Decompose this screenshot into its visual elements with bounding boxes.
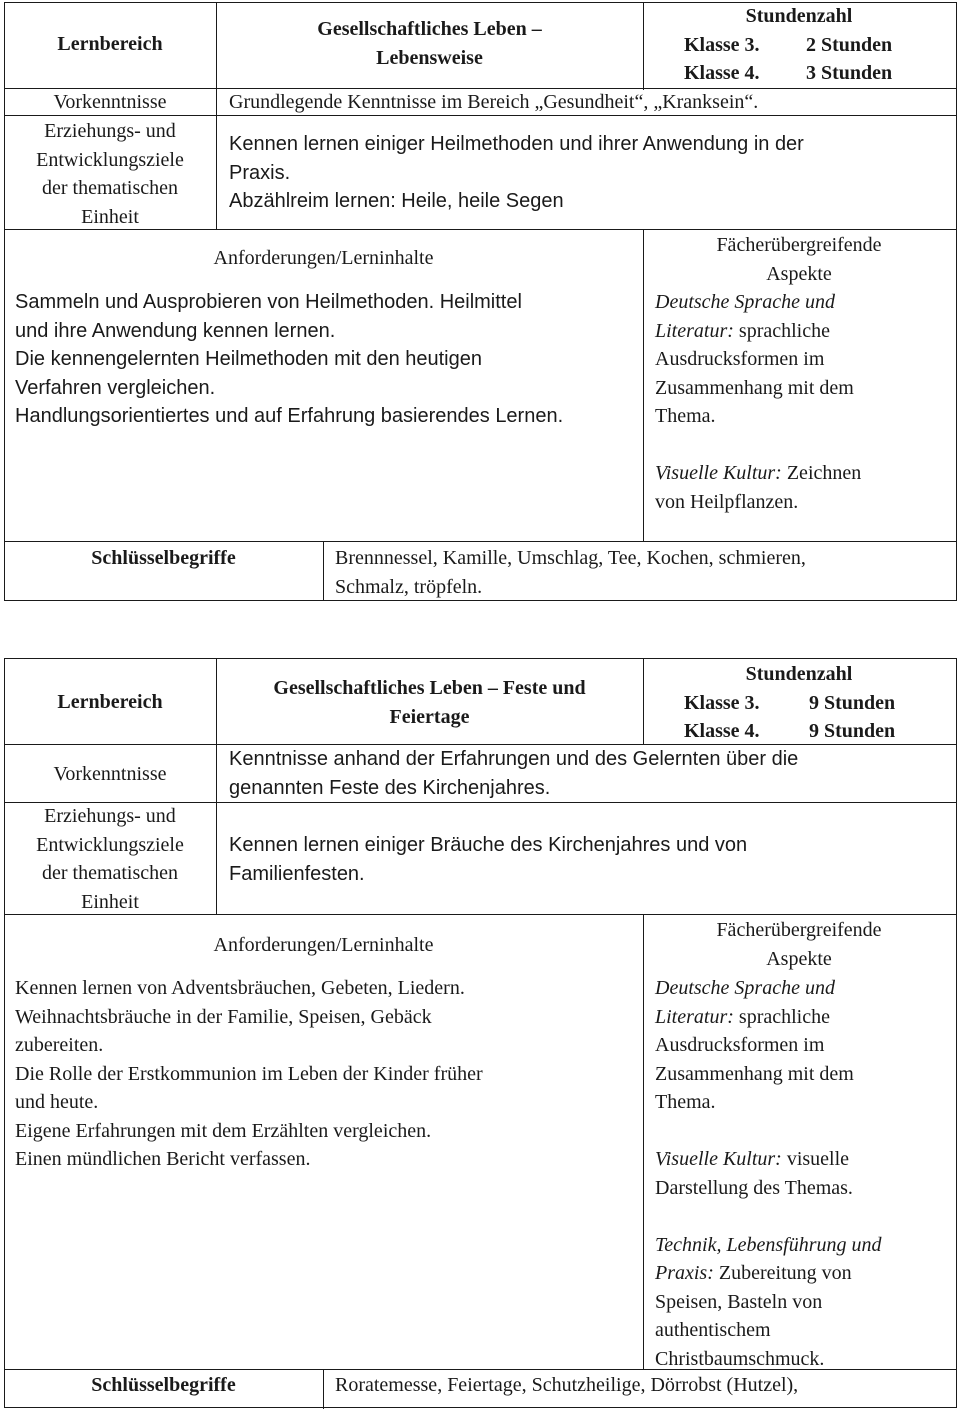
- ziele-label: Erziehungs- und Entwicklungsziele der thematischen Einheit: [36, 120, 184, 228]
- unit2-divider-schluessel: [323, 1369, 324, 1409]
- faecher-text: Deutsche Sprache und Literatur: sprachliche Ausdrucksformen im Zusammenhang mit dem Thema. Visuelle Kultur: visuelle Darstellung des Themas. Technik, Lebensführung und Praxis: Zubereitung von Speisen, Basteln von authentischem Christbaumschmuck.: [655, 977, 882, 1370]
- lernbereich-label: Lernbereich: [57, 33, 163, 55]
- unit-title: Gesellschaftliches Leben – Feste und Feiertage: [273, 677, 586, 728]
- ziele-text: Kennen lernen einiger Heilmethoden und ihrer Anwendung in der Praxis. Abzählreim lernen: Heile, heile Segen: [229, 133, 804, 212]
- schluessel-label: Schlüsselbegriffe: [91, 547, 236, 569]
- anforderungen-text: Kennen lernen von Adventsbräuchen, Gebeten, Liedern. Weihnachtsbräuche in der Familie, Speisen, Gebäck zubereiten. Die Rolle der Erstkommunion im Leben der Kinder früher und heute. Eigene Erfahrungen mit dem Erzählten vergleichen. Einen mündlichen Bericht verfassen.: [15, 977, 483, 1170]
- anforderungen-label: Anforderungen/Lerninhalte: [213, 934, 434, 956]
- anforderungen-text: Sammeln und Ausprobieren von Heilmethoden. Heilmittel und ihre Anwendung kennen lernen. Die kennengelernten Heilmethoden mit den heutigen Verfahren vergleichen. Handlungsorientiertes und auf Erfahrung basierendes Lernen.: [15, 291, 564, 427]
- faecher-text: Deutsche Sprache und Literatur: sprachliche Ausdrucksformen im Zusammenhang mit dem Thema. Visuelle Kultur: Zeichnen von Heilpflanzen.: [655, 291, 862, 513]
- unit2-divider-faecher: [643, 914, 644, 1370]
- anforderungen-label: Anforderungen/Lerninhalte: [213, 247, 434, 269]
- schluessel-text: Brennnessel, Kamille, Umschlag, Tee, Kochen, schmieren, Schmalz, tröpfeln.: [335, 547, 806, 598]
- vorkenntnisse-label: Vorkenntnisse: [53, 763, 167, 785]
- vorkenntnisse-text: Kenntnisse anhand der Erfahrungen und des Gelernten über die genannten Feste des Kirchenjahres.: [229, 748, 799, 799]
- ziele-label: Erziehungs- und Entwicklungsziele der thematischen Einheit: [36, 805, 184, 913]
- ziele-text: Kennen lernen einiger Bräuche des Kirchenjahres und von Familienfesten.: [229, 834, 748, 885]
- stundenzahl-block: Stundenzahl Klasse 3. 2 Stunden Klasse 4. 3 Stunden: [684, 5, 893, 84]
- faecher-label: Fächerübergreifende Aspekte: [716, 234, 882, 285]
- schluessel-text: Roratemesse, Feiertage, Schutzheilige, Dörrobst (Hutzel),: [335, 1374, 799, 1396]
- unit-title: Gesellschaftliches Leben – Lebensweise: [317, 18, 542, 69]
- unit1-rule-4: [4, 541, 957, 542]
- faecher-label: Fächerübergreifende Aspekte: [716, 919, 882, 970]
- lernbereich-label: Lernbereich: [57, 691, 163, 713]
- vorkenntnisse-label: Vorkenntnisse: [53, 91, 167, 113]
- stundenzahl-block: Stundenzahl Klasse 3. 9 Stunden Klasse 4. 9 Stunden: [684, 663, 896, 742]
- schluessel-label: Schlüsselbegriffe: [91, 1374, 236, 1396]
- unit1-divider-schluessel: [323, 541, 324, 601]
- vorkenntnisse-text: Grundlegende Kenntnisse im Bereich „Gesundheit“, „Kranksein“.: [229, 91, 759, 113]
